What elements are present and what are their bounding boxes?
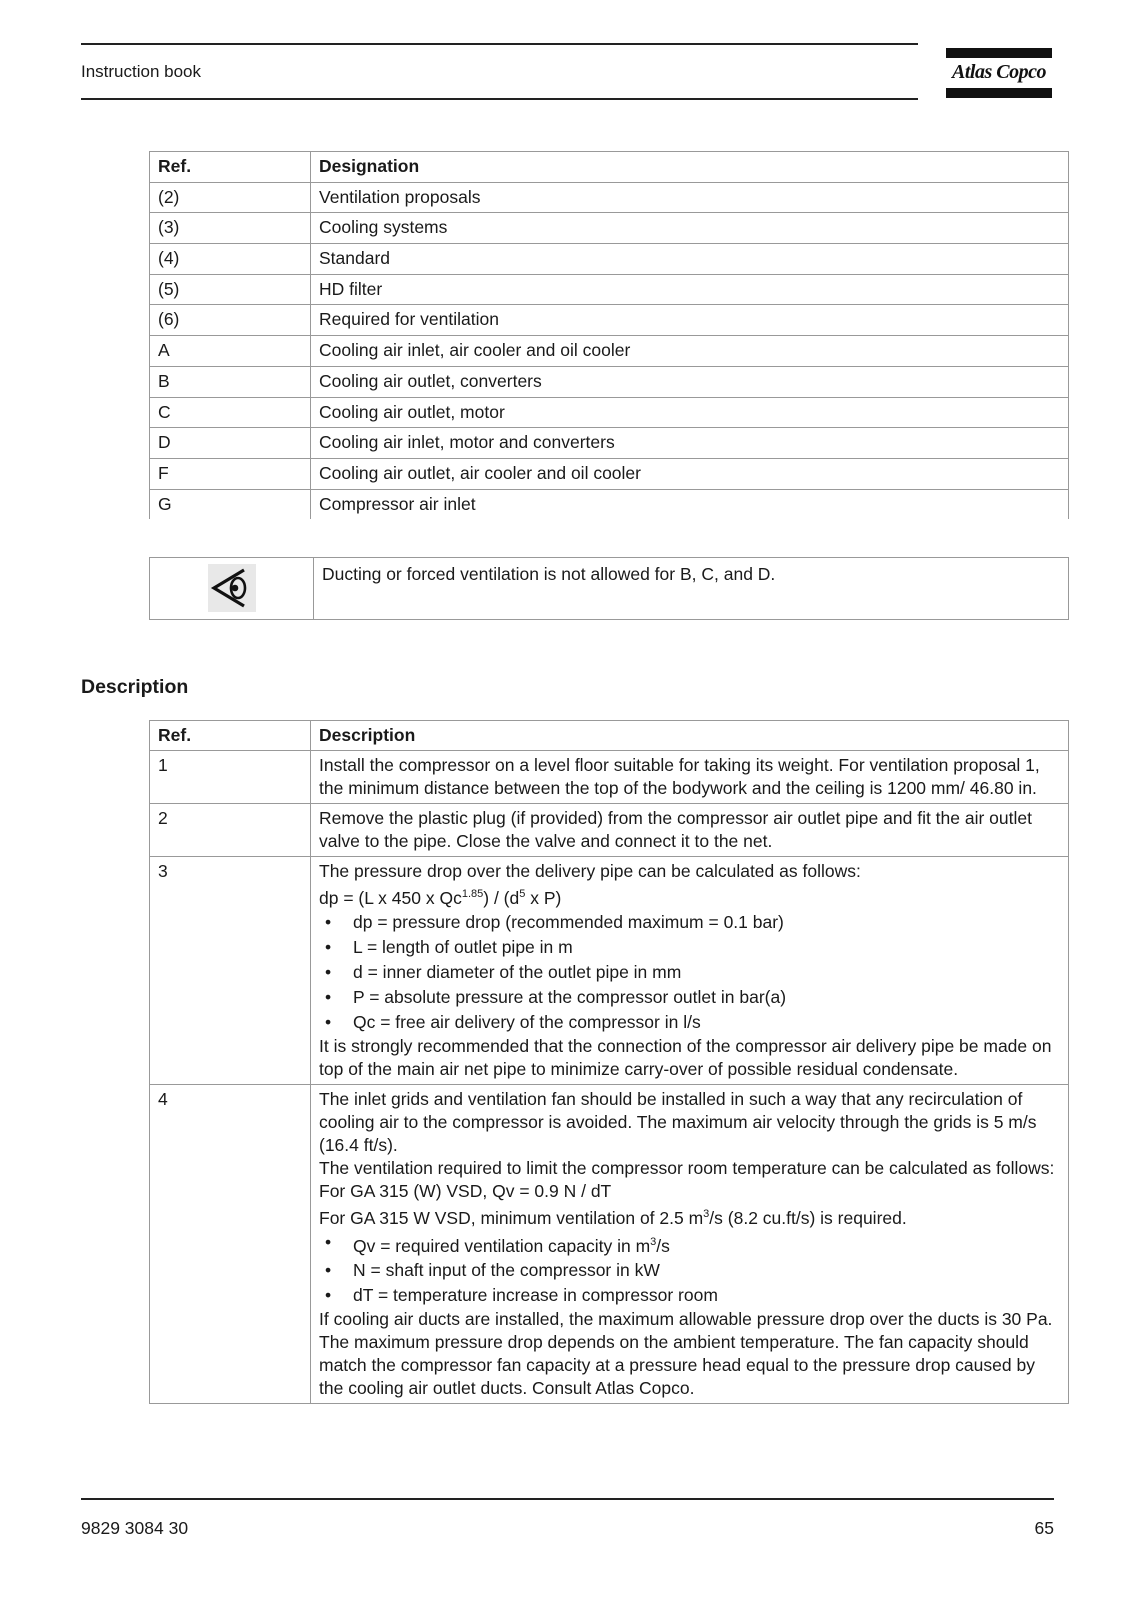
table-row [150, 489, 1069, 519]
description-cell: Remove the plastic plug (if provided) from the compressor air outlet pipe and fit the air outlet valve to the pipe. Close the valve and connect it to the net. [311, 804, 1069, 857]
description-intro: The pressure drop over the delivery pipe can be calculated as follows: [319, 861, 861, 881]
ref-cell: (2) [150, 182, 311, 213]
description-paragraph: If cooling air ducts are installed, the maximum allowable pressure drop over the ducts is 30 Pa. The maximum pressure drop depends on the ambient temperature. The fan capacity should match the compressor fan capacity at a pressure head equal to the pressure drop caused by the cooling air outlet ducts. Consult Atlas Copco. [319, 1309, 1053, 1399]
description-paragraph: The inlet grids and ventilation fan should be installed in such a way that any recirculation of cooling air to the compressor is avoided. The maximum air velocity through the grids is 5 m/s (16.4 ft/s). [319, 1088, 1037, 1155]
column-header-designation: Designation [311, 152, 1069, 183]
designation-cell: Cooling air outlet, motor [311, 397, 1069, 428]
list-item: • L = length of outlet pipe in m [319, 935, 1060, 960]
document-number: 9829 3084 30 [81, 1518, 189, 1538]
table-row [150, 182, 1069, 213]
table-row [150, 751, 1069, 804]
ref-cell: A [150, 336, 311, 367]
table-row [150, 804, 1069, 857]
designation-cell: Ventilation proposals [311, 182, 1069, 213]
ref-cell: 1 [150, 751, 311, 804]
table-row [150, 244, 1069, 275]
formula-variable-list [319, 1230, 1060, 1309]
column-header-ref: Ref. [150, 721, 311, 751]
list-item: • dp = pressure drop (recommended maximum = 0.1 bar) [319, 910, 1060, 935]
ref-cell: (3) [150, 213, 311, 244]
designation-cell: Cooling air outlet, air cooler and oil cooler [311, 458, 1069, 489]
page-number: 65 [1034, 1518, 1054, 1538]
designation-cell: Compressor air inlet [311, 489, 1069, 519]
eye-warning-icon [208, 564, 256, 612]
designation-cell: HD filter [311, 274, 1069, 305]
table-header-row [150, 721, 1069, 751]
ref-cell: F [150, 458, 311, 489]
description-outro: It is strongly recommended that the connection of the compressor air delivery pipe be made on top of the main air net pipe to minimize carry-over of possible residual condensate. [319, 1035, 1052, 1079]
description-cell [311, 857, 1069, 1085]
designation-cell: Cooling air inlet, air cooler and oil cooler [311, 336, 1069, 367]
ref-cell: B [150, 366, 311, 397]
ref-cell: (5) [150, 274, 311, 305]
ref-cell: D [150, 428, 311, 459]
table-row [150, 458, 1069, 489]
designation-cell: Cooling air outlet, converters [311, 366, 1069, 397]
description-cell [311, 1084, 1069, 1404]
table-row [150, 397, 1069, 428]
note-box [149, 557, 1069, 620]
table-row [150, 213, 1069, 244]
logo-text: Atlas Copco [952, 61, 1046, 83]
table-row [150, 336, 1069, 367]
list-item: • N = shaft input of the compressor in kW [319, 1258, 1060, 1283]
note-icon-cell [150, 558, 314, 620]
description-cell: Install the compressor on a level floor suitable for taking its weight. For ventilation proposal 1, the minimum distance between the top of the bodywork and the ceiling is 1200 mm/ 46.80 in. [311, 751, 1069, 804]
pressure-drop-formula: dp = (L x 450 x $Qc^{1.85}) / (d^5$ x P) [319, 887, 562, 908]
note-text: Ducting or forced ventilation is not allowed for B, C, and D. [314, 558, 1069, 620]
table-row [150, 305, 1069, 336]
ref-cell: 3 [150, 857, 311, 1085]
designation-cell: Cooling air inlet, motor and converters [311, 428, 1069, 459]
ref-cell: 2 [150, 804, 311, 857]
description-paragraph: The ventilation required to limit the compressor room temperature can be calculated as follows: [319, 1157, 1055, 1178]
list-item: • d = inner diameter of the outlet pipe in mm [319, 960, 1060, 985]
column-header-description: Description [311, 721, 1069, 751]
ref-cell: (6) [150, 305, 311, 336]
header-rule-top [81, 43, 918, 45]
table-row [150, 857, 1069, 1085]
column-header-ref: Ref. [150, 152, 311, 183]
description-table [149, 720, 1069, 1404]
formula-variable-list [319, 910, 1060, 1035]
header-title: Instruction book [81, 62, 202, 81]
ventilation-formula: For GA 315 (W) VSD, Qv = 0.9 N / dT [319, 1180, 612, 1201]
minimum-ventilation-note: For GA 315 W VSD, minimum ventilation of 2.5 $m^3/s$ (8.2 cu.ft/s) is required. [319, 1207, 907, 1228]
list-item: • P = absolute pressure at the compressor outlet in bar(a) [319, 985, 1060, 1010]
table-row [150, 274, 1069, 305]
list-item: • Qv = required ventilation capacity in $m^3/s$ [319, 1230, 1060, 1259]
ref-cell: 4 [150, 1084, 311, 1404]
ref-cell: C [150, 397, 311, 428]
table-header-row [150, 152, 1069, 183]
list-item: • dT = temperature increase in compressor room [319, 1283, 1060, 1308]
table-row [150, 428, 1069, 459]
atlas-copco-logo [946, 46, 1052, 100]
designation-cell: Cooling systems [311, 213, 1069, 244]
table-row [150, 366, 1069, 397]
list-item: • Qc = free air delivery of the compressor in l/s [319, 1010, 1060, 1035]
designation-cell: Standard [311, 244, 1069, 275]
designation-cell: Required for ventilation [311, 305, 1069, 336]
ref-cell: (4) [150, 244, 311, 275]
section-heading: Description [81, 676, 189, 698]
header-rule-bottom [81, 98, 918, 100]
ref-cell: G [150, 489, 311, 519]
table-row [150, 1084, 1069, 1404]
footer-rule [81, 1498, 1054, 1500]
designation-table [149, 151, 1069, 519]
